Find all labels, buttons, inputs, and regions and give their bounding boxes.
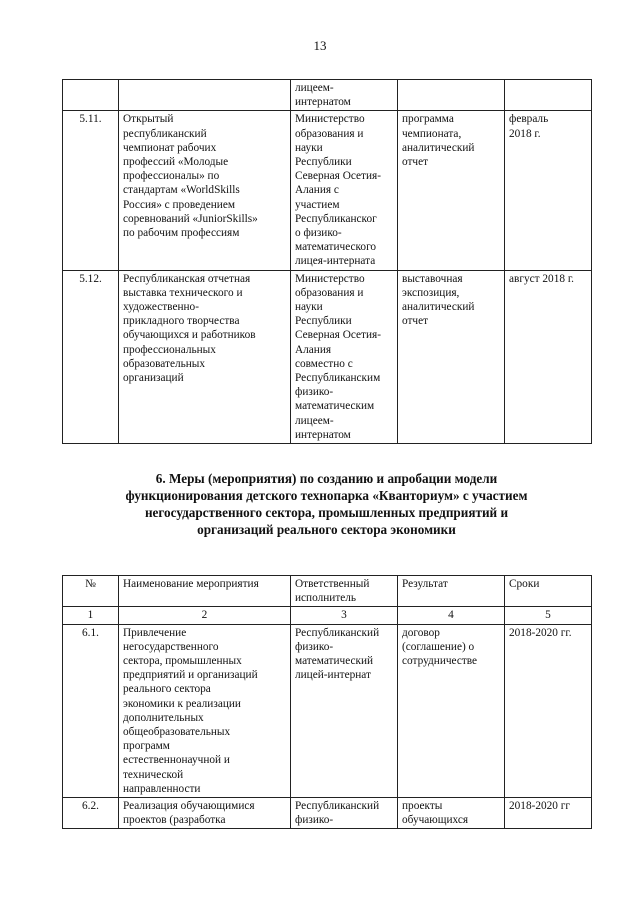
quantorium-events-table [62, 575, 592, 829]
col-number: 2 [119, 607, 291, 624]
col-number: 1 [63, 607, 119, 624]
event-name: Привлечение негосударственного сектора, промышленных предприятий и организаций реального сектора экономики к реализации дополнительных общеобразовательных программ естественнонаучной и технической направленности [119, 624, 291, 797]
event-name: Республиканская отчетная выставка технического и художественно- прикладного творчества обучающихся и работников профессиональных образовательных организаций [119, 270, 291, 443]
table-header-row [63, 576, 592, 607]
header-result: Результат [398, 576, 505, 607]
table-row [63, 798, 592, 829]
event-result: программа чемпионата, аналитический отчет [398, 111, 505, 270]
event-name: Реализация обучающимися проектов (разработка [119, 798, 291, 829]
event-name: Открытый республиканский чемпионат рабочих профессий «Молодые профессионалы» по стандартам «WorldSkills Россия» с проведением соревнований «JuniorSkills» по рабочим профессиям [119, 111, 291, 270]
table-row [63, 624, 592, 797]
header-term: Сроки [505, 576, 592, 607]
header-num: № [63, 576, 119, 607]
row-number: 5.12. [63, 270, 119, 443]
table-row [63, 270, 592, 443]
heading-line: 6. Меры (мероприятия) по созданию и апробации модели [155, 471, 498, 486]
event-term: 2018-2020 гг [505, 798, 592, 829]
responsible-executor: Министерство образования и науки Республики Северная Осетия- Алания с участием Республиканског о физико- математического лицея-интерната [291, 111, 398, 270]
col-number: 5 [505, 607, 592, 624]
col-number: 3 [291, 607, 398, 624]
table-row [63, 80, 592, 111]
row-number [63, 80, 119, 111]
header-name: Наименование мероприятия [119, 576, 291, 607]
responsible-executor: Республиканский физико- математический лицей-интернат [291, 624, 398, 797]
responsible-executor: Республиканский физико- [291, 798, 398, 829]
table-row [63, 111, 592, 270]
heading-line: функционирования детского технопарка «Кванториум» с участием [125, 488, 528, 503]
column-number-row [63, 607, 592, 624]
event-result: выставочная экспозиция, аналитический отчет [398, 270, 505, 443]
event-result [398, 80, 505, 111]
events-table-continued [62, 79, 592, 444]
event-result: проекты обучающихся [398, 798, 505, 829]
event-term: февраль 2018 г. [505, 111, 592, 270]
row-number: 6.2. [63, 798, 119, 829]
event-result: договор (соглашение) о сотрудничестве [398, 624, 505, 797]
event-name [119, 80, 291, 111]
page-number: 13 [313, 38, 327, 53]
heading-line: негосударственного сектора, промышленных предприятий и [144, 505, 509, 520]
event-term [505, 80, 592, 111]
responsible-executor: лицеем- интернатом [291, 80, 398, 111]
heading-line: организаций реального сектора экономики [197, 522, 456, 537]
row-number: 5.11. [63, 111, 119, 270]
header-responsible: Ответственный исполнитель [291, 576, 398, 607]
col-number: 4 [398, 607, 505, 624]
row-number: 6.1. [63, 624, 119, 797]
event-term: 2018-2020 гг. [505, 624, 592, 797]
responsible-executor: Министерство образования и науки Республики Северная Осетия- Алания совместно с Республиканским физико- математическим лицеем- интернатом [291, 270, 398, 443]
section-heading [62, 470, 591, 538]
event-term: август 2018 г. [505, 270, 592, 443]
